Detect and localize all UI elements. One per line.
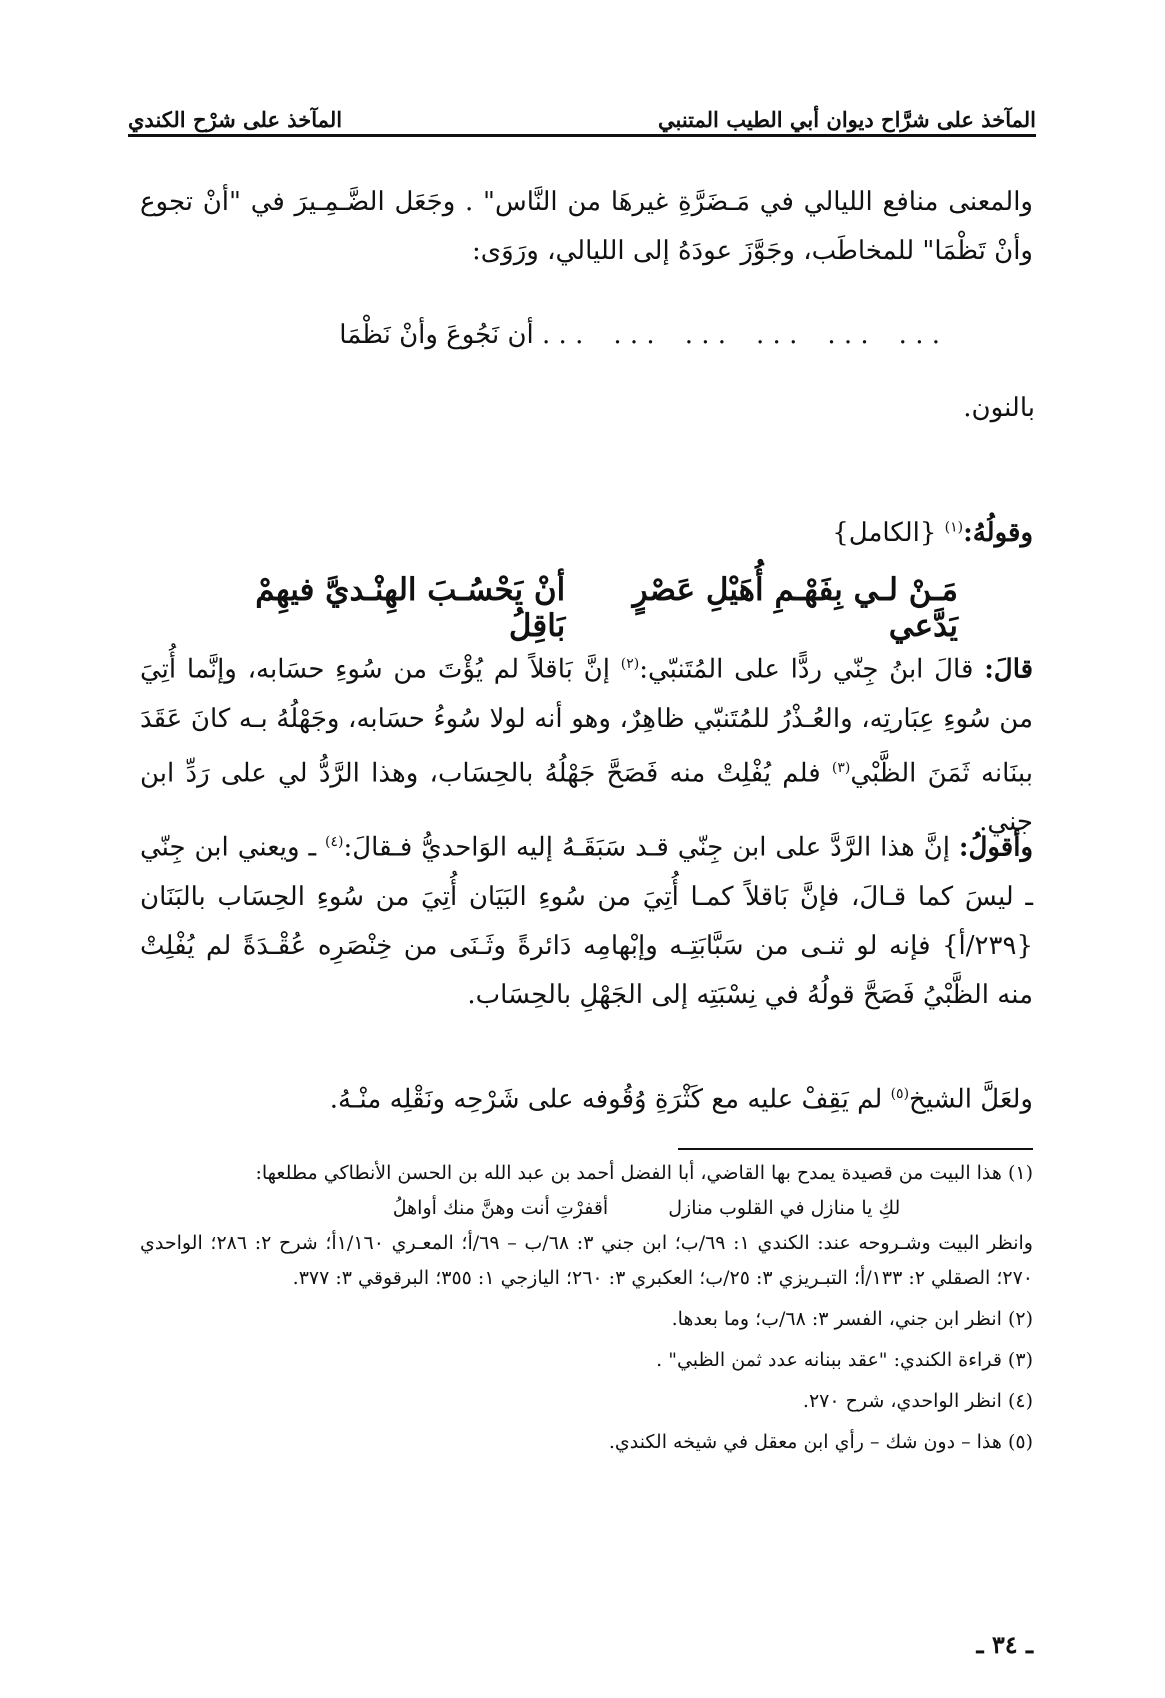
paragraph-text: ولعَلَّ الشيخ xyxy=(909,1084,1033,1115)
paragraph-text: قالَ ابنُ جِنّي ردًّا على المُتَنبّي: xyxy=(639,654,974,685)
quote-dots: . . . xyxy=(898,320,940,350)
quote-dots: . . . xyxy=(756,320,798,350)
paragraph-text: ـ ويعني ابن جِنّي ـ ليسَ كما قـالَ، فإنَّ بَاقلاً كمـا أُتِيَ من سُوءِ البَيَان أُتِيَ من سُوءِ الحِسَاب بالبَنَان {٢٣٩/أ} فإنه لو ثنـى من سَبَّابَتِـه وإبْهامِه دَائرةً وثَـنَى من خِنْصَرِه عُقْـدَةً لم يُفْلِتْ منه الظَّبْيُ فَصَحَّ قولُهُ في نِسْبَتِه إلى الجَهْلِ بالحِسَاب. xyxy=(140,832,1033,1010)
footnote-5: (٥) هذا – دون شك – رأي ابن معقل في شيخه الكندي. xyxy=(608,1431,1033,1453)
footnotes xyxy=(140,1156,1033,1460)
header-rule xyxy=(128,134,1036,137)
header-book-title: المآخذ على شرَّاح ديوان أبي الطيب المتنبي xyxy=(658,107,1036,132)
footnote-ref: (٢) xyxy=(620,656,640,672)
footnote-1: (١) هذا البيت من قصيدة يمدح بها القاضي، أبا الفضل أحمد بن عبد الله بن الحسن الأنطاكي مطلعها: xyxy=(255,1162,1033,1184)
footnote-verse-hemistich: لكِ يا منازل في القلوب منازل xyxy=(668,1197,901,1219)
footnote-verse-hemistich: أقفرْتِ أنت وهنَّ منك أواهلُ xyxy=(392,1197,609,1219)
footnote-1-sources: وانظر البيت وشـروحه عند: الكندي ١: ٦٩/ب؛ ابن جني ٣: ٦٨/ب – ٦٩/أ؛ المعـري ١/١٦٠أ؛ شرح ٢: ٢٨٦؛ الواحدي ٢٧٠؛ الصقلي ٢: ١٣٣/أ؛ التبـريزي ٣: ٢٥/ب؛ العكبري ٣: ٢٦٠؛ اليازجي ١: ٣٥٥؛ البرقوقي ٣: ٣٧٧. xyxy=(140,1232,1033,1289)
quote-dots: . . . xyxy=(684,320,727,350)
footnote-1-verse xyxy=(140,1191,1033,1226)
footnote-ref: (٤) xyxy=(325,834,344,850)
paragraph-qal xyxy=(140,640,1033,847)
footnote-4: (٤) انظر الواحدي، شرح ٢٧٠. xyxy=(802,1390,1033,1412)
running-header xyxy=(128,92,1036,132)
quoted-hemistich xyxy=(200,320,940,350)
header-section-title: المآخذ على شرْح الكندي xyxy=(128,107,343,132)
quote-dots: . . . xyxy=(613,320,655,350)
footnote-rule xyxy=(678,1148,1033,1150)
quote-dots: . . . xyxy=(827,320,869,350)
meter-name: {الكامل} xyxy=(832,518,937,548)
poem-verse xyxy=(200,572,958,644)
footnote-ref: (١) xyxy=(944,519,964,536)
variant-note: بالنون. xyxy=(963,393,1035,423)
quote-text: . . . أن نَجُوعَ وأنْ نَظْمَا xyxy=(339,320,584,350)
paragraph-laal xyxy=(140,1070,1033,1125)
footnote-2: (٢) انظر ابن جني، الفسر ٣: ٦٨/ب؛ وما بعدها. xyxy=(671,1308,1033,1330)
paragraph-text: إنَّ بَاقلاً لم يُؤْتَ من سُوءِ حسَابه، وإنَّما أُتِيَ من سُوءِ عِبَارتِه، والعُـذْرُ للمُتَنبّي ظاهِرٌ، وهو أنه لولا سُوءُ حسَابه، وجَهْلُهُ بـه كانَ عَقَدَ ببنَانه ثَمَنَ الظَّبْي xyxy=(140,654,1033,789)
footnote-ref: (٥) xyxy=(890,1086,910,1102)
verse-first-hemistich: مَـنْ لـي بِفَهْـمِ أُهَيْلِ عَصْرٍ يَدَّعي xyxy=(632,572,958,644)
paragraph-text: إنَّ هذا الرَّدَّ على ابن جِنّي قـد سَبَقَـهُ إليه الوَاحديُّ فـقالَ: xyxy=(343,832,950,863)
page-number: ـ ٣٤ ـ xyxy=(976,1630,1033,1659)
paragraph-aqul xyxy=(140,818,1033,1020)
footnote-ref: (٣) xyxy=(831,759,851,776)
paragraph-text: لم يَقِفْ عليه مع كَثْرَةِ وُقُوفه على شَرْحِه ونَقْلِه منْـهُ. xyxy=(329,1084,883,1115)
paragraph-label: قالَ: xyxy=(984,654,1034,685)
footnote-3: (٣) قراءة الكندي: "عقد ببنانه عدد ثمن الظبي" . xyxy=(656,1349,1033,1371)
paragraph-label: وأقولُ: xyxy=(958,832,1034,863)
paragraph-text: فلم يُفْلِتْ منه فَصَحَّ جَهْلُهُ بالحِسَاب، وهذا الرَّدُّ لي على رَدِّ ابن جني. xyxy=(140,758,1033,838)
verse-intro xyxy=(832,518,1033,548)
verse-second-hemistich: أنْ يَحْسُـبَ الهِنْـديَّ فيهِمْ بَاقِلُ xyxy=(255,572,566,644)
verse-intro-label: وقولُهُ: xyxy=(963,518,1033,548)
paragraph-meaning: والمعنى منافع الليالي في مَـضَرَّةِ غيرهَا من النَّاس" . وجَعَل الضَّـمِـيرَ في "أنْ تجوع وأنْ تَظْمَا" للمخاطَب، وجَوَّزَ عودَهُ إلى الليالي، ورَوَى: xyxy=(140,187,1033,266)
